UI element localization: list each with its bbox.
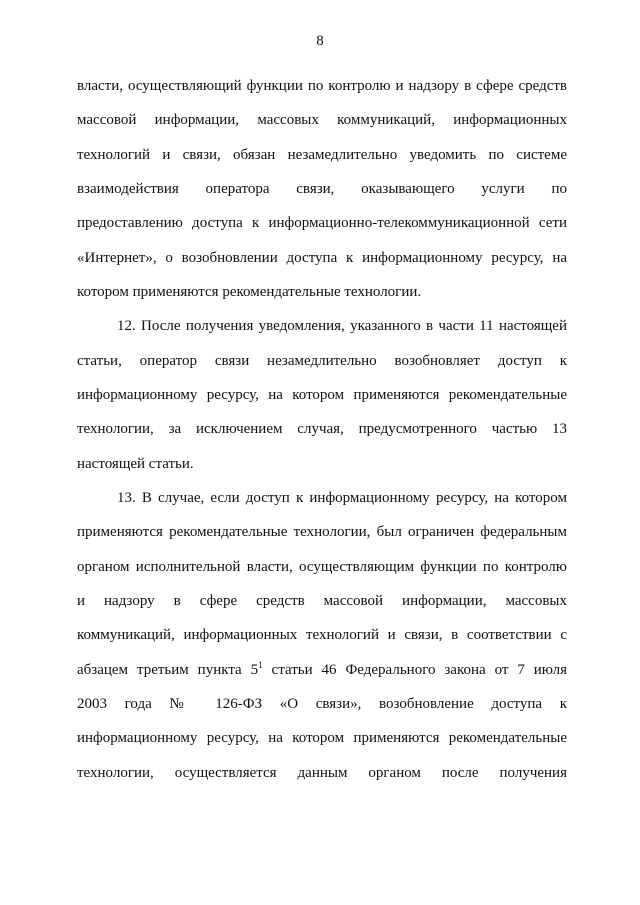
paragraph-13-first-line: 13. В случае, если доступ к информационному ресурсу, на котором xyxy=(117,490,567,506)
text-line: технологии, за исключением случая, предусмотренного частью 13 xyxy=(77,421,567,437)
text-line: настоящей статьи. xyxy=(77,456,194,472)
text-line: взаимодействия оператора связи, оказывающего услуги по xyxy=(77,181,567,197)
text-line: информационному ресурсу, на котором применяются рекомендательные xyxy=(77,730,567,746)
text-line: власти, осуществляющий функции по контролю и надзору в сфере средств xyxy=(77,78,567,94)
text-line: информационному ресурсу, на котором применяются рекомендательные xyxy=(77,387,567,403)
text-line: «Интернет», о возобновлении доступа к информационному ресурсу, на xyxy=(77,250,567,266)
text-line: технологии, осуществляется данным органом после получения xyxy=(77,765,567,781)
text-line: предоставлению доступа к информационно-телекоммуникационной сети xyxy=(77,215,567,231)
text-fragment: абзацем третьим пункта 5 xyxy=(77,662,259,678)
text-fragment: статьи 46 Федерального закона от 7 июля xyxy=(262,662,568,678)
text-line: коммуникаций, информационных технологий и связи, в соответствии с xyxy=(77,627,567,643)
text-line: статьи, оператор связи незамедлительно возобновляет доступ к xyxy=(77,353,567,369)
text-line: массовой информации, массовых коммуникаций, информационных xyxy=(77,112,567,128)
paragraph-12-first-line: 12. После получения уведомления, указанного в части 11 настоящей xyxy=(117,318,567,334)
text-line: и надзору в сфере средств массовой информации, массовых xyxy=(77,593,567,609)
text-line-with-superscript xyxy=(77,660,567,680)
text-line: применяются рекомендательные технологии, был ограничен федеральным xyxy=(77,524,567,540)
text-line: органом исполнительной власти, осуществляющим функции по контролю xyxy=(77,559,567,575)
page-number: 8 xyxy=(316,33,324,49)
text-line: технологий и связи, обязан незамедлительно уведомить по системе xyxy=(77,147,567,163)
text-line: котором применяются рекомендательные технологии. xyxy=(77,284,422,300)
text-line: 2003 года № 126-ФЗ «О связи», возобновление доступа к xyxy=(77,696,567,712)
superscript: 1 xyxy=(258,660,263,670)
